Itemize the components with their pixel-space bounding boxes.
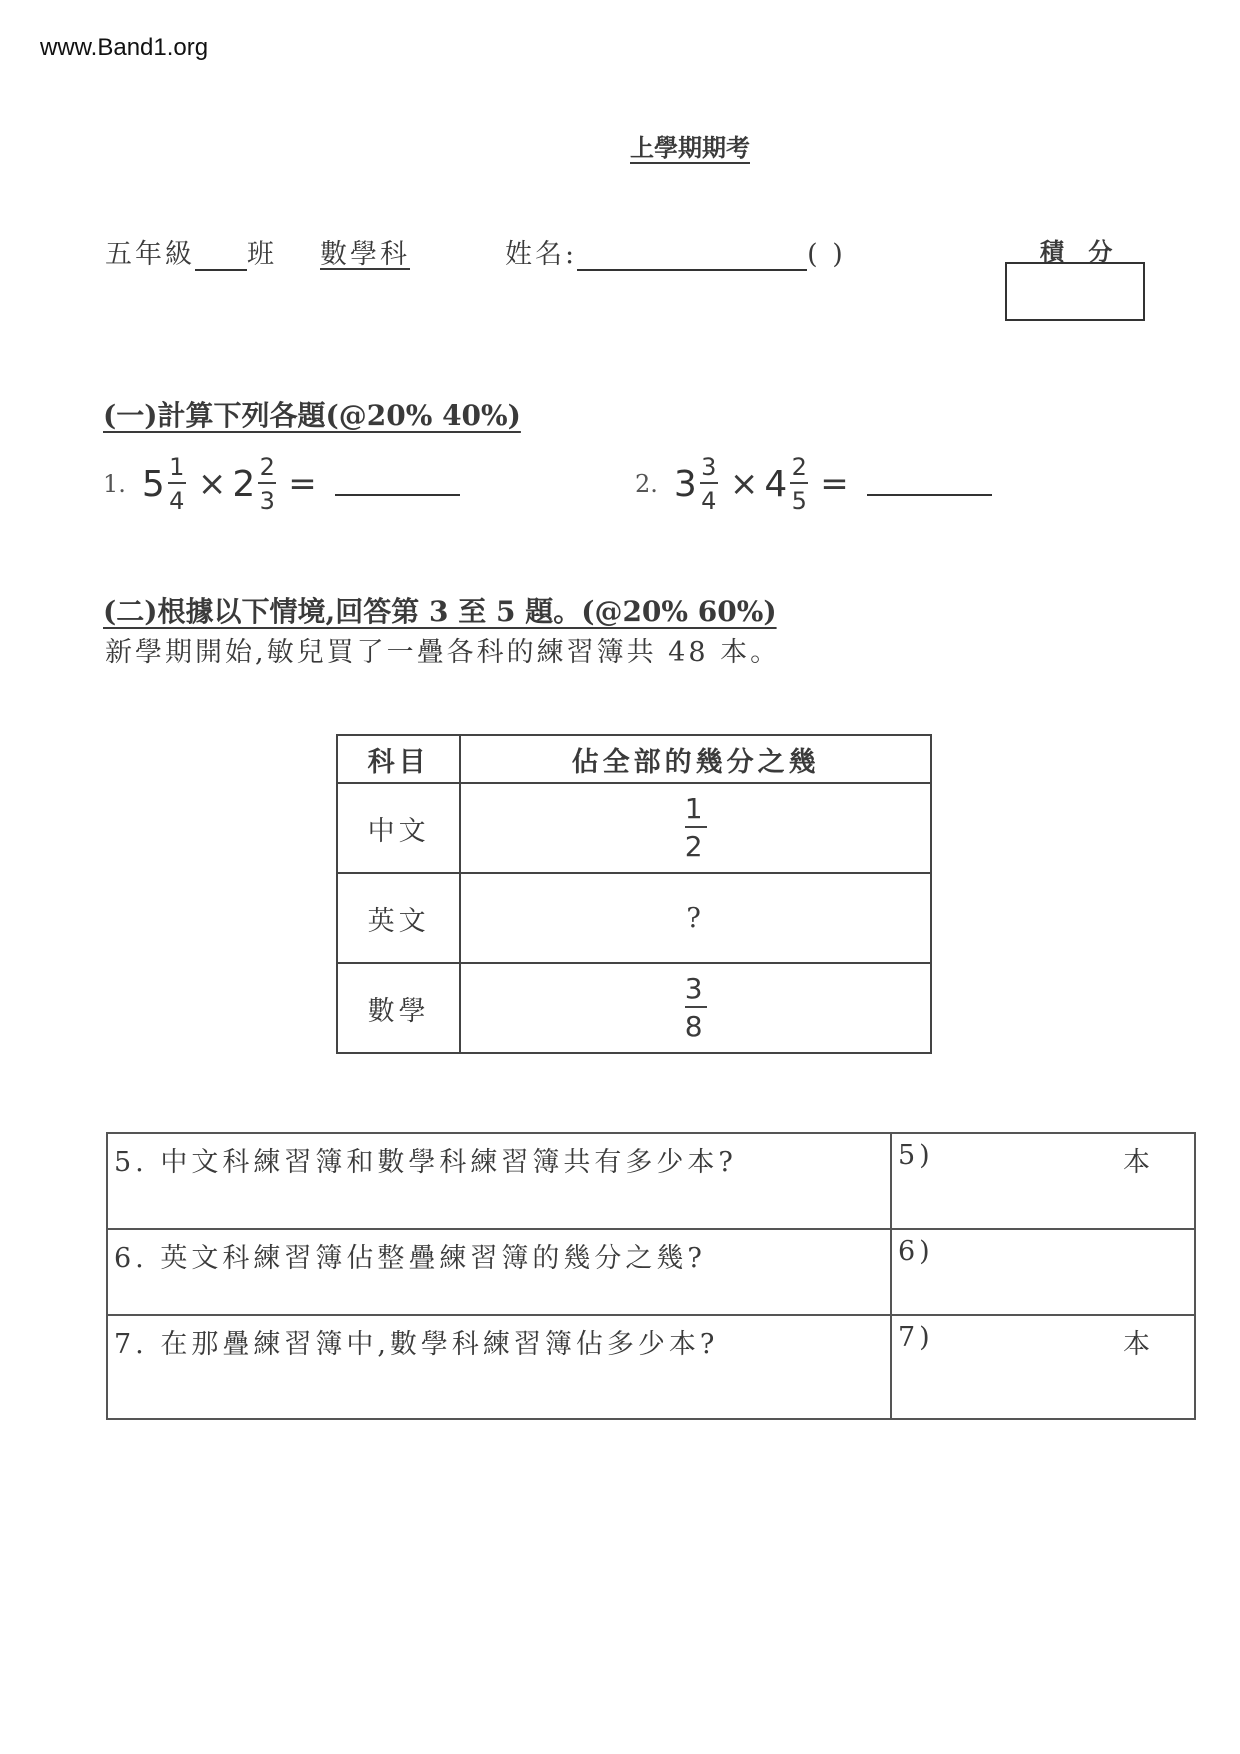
fraction [790, 455, 808, 513]
problem-number: 1. [103, 470, 126, 498]
question-text: 7. 在那疊練習簿中,數學科練習簿佔多少本? [107, 1315, 891, 1419]
answer-cell[interactable] [891, 1229, 1195, 1315]
fraction [700, 455, 718, 513]
whole-number: 5 [141, 463, 165, 505]
answer-label: 6) [898, 1236, 934, 1267]
problem-2 [635, 448, 992, 520]
numerator: 3 [684, 972, 707, 1005]
unknown-cell: ? [460, 873, 931, 963]
fraction-table [336, 734, 932, 1054]
class-number-paren: ( ) [807, 239, 846, 270]
grade-label: 五年級 [105, 239, 195, 270]
subject-cell: 數學 [337, 963, 460, 1053]
fraction [684, 972, 707, 1043]
section2-title: (二)根據以下情境,回答第 3 至 5 題。(@20% 60%) [103, 595, 777, 628]
fraction [684, 792, 707, 863]
table-row [337, 783, 931, 873]
question-text: 5. 中文科練習簿和數學科練習簿共有多少本? [107, 1133, 891, 1229]
fraction [168, 455, 186, 513]
name-label: 姓名: [505, 239, 578, 270]
column-header: 科目 [337, 735, 460, 783]
table-header-row [337, 735, 931, 783]
times-operator: × [729, 464, 759, 504]
name-blank[interactable] [577, 269, 807, 271]
table-row [337, 873, 931, 963]
fraction-cell [460, 783, 931, 873]
answer-label: 5) [898, 1140, 934, 1171]
questions-table [106, 1132, 1196, 1420]
answer-cell[interactable] [891, 1315, 1195, 1419]
numerator: 1 [169, 453, 185, 481]
whole-number: 2 [232, 463, 256, 505]
answer-label: 7) [898, 1322, 934, 1353]
fraction-cell [460, 963, 931, 1053]
fraction [258, 455, 276, 513]
denominator: 8 [685, 1006, 707, 1041]
equals-sign: = [820, 464, 849, 504]
column-header: 佔全部的幾分之幾 [460, 735, 931, 783]
question-row [107, 1315, 1195, 1419]
numerator: 2 [791, 453, 807, 481]
question-row [107, 1229, 1195, 1315]
denominator: 5 [790, 482, 808, 513]
unit-label: 本 [1123, 1329, 1154, 1360]
whole-number: 4 [764, 463, 788, 505]
question-row [107, 1133, 1195, 1229]
times-operator: × [197, 464, 227, 504]
subject-label: 數學科 [320, 239, 410, 270]
exam-title-text: 上學期期考 [630, 133, 750, 162]
scenario-text: 新學期開始,敏兒買了一疊各科的練習簿共 48 本。 [105, 637, 781, 668]
denominator: 4 [168, 482, 186, 513]
problem-1 [103, 448, 460, 520]
unit-label: 本 [1123, 1147, 1154, 1178]
table-row [337, 963, 931, 1053]
watermark: www.Band1.org [40, 34, 209, 61]
answer-cell[interactable] [891, 1133, 1195, 1229]
denominator: 2 [685, 826, 707, 861]
answer-blank[interactable] [335, 472, 460, 496]
exam-title [0, 128, 1240, 163]
equals-sign: = [288, 464, 317, 504]
grade-line [105, 232, 277, 271]
question-text: 6. 英文科練習簿佔整疊練習簿的幾分之幾? [107, 1229, 891, 1315]
numerator: 3 [701, 453, 717, 481]
numerator: 1 [684, 792, 707, 825]
name-line [505, 232, 846, 271]
class-label: 班 [247, 239, 277, 270]
class-blank[interactable] [195, 269, 247, 271]
numerator: 2 [259, 453, 275, 481]
score-box[interactable] [1005, 262, 1145, 321]
answer-blank[interactable] [867, 472, 992, 496]
whole-number: 3 [673, 463, 697, 505]
subject-cell: 英文 [337, 873, 460, 963]
section1-title: (一)計算下列各題(@20% 40%) [103, 399, 521, 432]
denominator: 3 [258, 482, 276, 513]
denominator: 4 [700, 482, 718, 513]
score-label: 積 分 [1040, 237, 1121, 266]
subject-cell: 中文 [337, 783, 460, 873]
problem-number: 2. [635, 470, 658, 498]
